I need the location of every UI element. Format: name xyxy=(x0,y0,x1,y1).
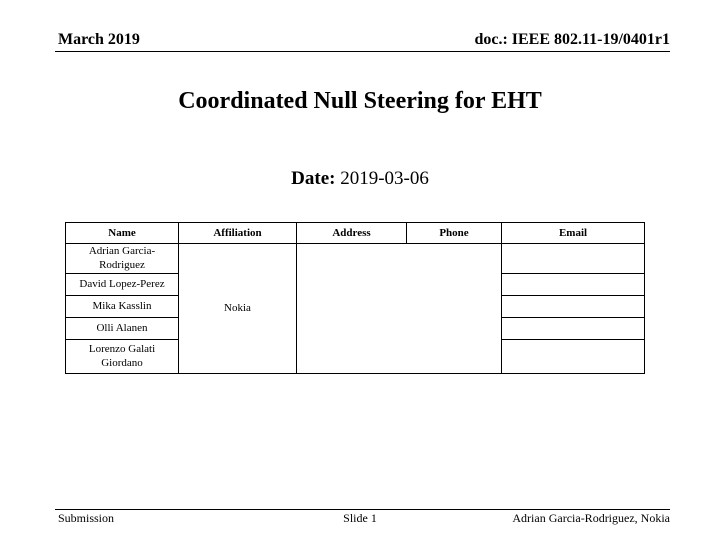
affiliation-cell: Nokia xyxy=(179,244,297,374)
col-header-affiliation: Affiliation xyxy=(179,223,297,244)
footer-rule xyxy=(55,509,670,510)
slide-title: Coordinated Null Steering for EHT xyxy=(178,88,542,114)
authors-table xyxy=(65,222,645,374)
author-name: Lorenzo Galati Giordano xyxy=(66,339,179,373)
footer-slide-number: Slide 1 xyxy=(343,511,377,525)
table-row xyxy=(66,244,645,274)
header-doc-id: doc.: IEEE 802.11-19/0401r1 xyxy=(474,31,670,48)
col-header-email: Email xyxy=(502,223,645,244)
footer-submission: Submission xyxy=(58,511,115,525)
email-cell xyxy=(502,273,645,295)
email-cell xyxy=(502,244,645,274)
col-header-name: Name xyxy=(66,223,179,244)
date-line xyxy=(0,168,720,190)
email-cell xyxy=(502,339,645,373)
header-rule xyxy=(55,51,670,52)
email-cell xyxy=(502,295,645,317)
author-name: Olli Alanen xyxy=(66,317,179,339)
date-value: 2019-03-06 xyxy=(340,168,429,189)
author-name: David Lopez-Perez xyxy=(66,273,179,295)
table-header-row xyxy=(66,223,645,244)
author-name: Adrian Garcia-Rodriguez xyxy=(66,244,179,274)
address-phone-cell xyxy=(297,244,502,374)
email-cell xyxy=(502,317,645,339)
col-header-address: Address xyxy=(297,223,407,244)
header-date: March 2019 xyxy=(58,31,140,48)
col-header-phone: Phone xyxy=(407,223,502,244)
author-name: Mika Kasslin xyxy=(66,295,179,317)
date-label: Date: xyxy=(291,168,336,189)
footer-author: Adrian Garcia-Rodriguez, Nokia xyxy=(512,511,670,525)
